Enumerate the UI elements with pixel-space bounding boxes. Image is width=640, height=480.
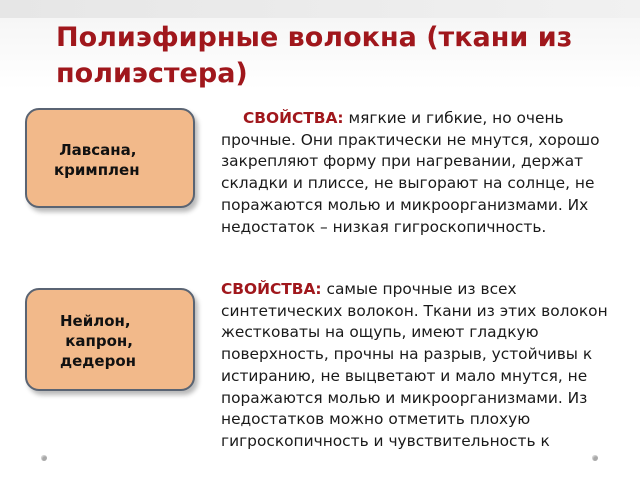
properties-text: мягкие и гибкие, но очень прочные. Они практически не мнутся, хорошо закрепляют форму при нагревании, держат складки и плиссе, не выгорают на солнце, не поражаются молью и микроорганизмами. Их недостаток – низкая гигроскопичность. bbox=[221, 109, 600, 236]
properties-text: самые прочные из всех синтетических волокон. Ткани из этих волокон жестковаты на ощупь, имеют гладкую поверхность, прочны на разрыв, устойчивы к истиранию, не выцветают и мало мнутся, не поражаются молью и микроорганизмами. Из недостатков можно отметить плохую гигроскопичность и чувствительность к bbox=[221, 280, 608, 450]
properties-keyword: СВОЙСТВА: bbox=[243, 109, 344, 127]
decorative-dot-left bbox=[41, 455, 47, 461]
slide-title: Полиэфирные волокна (ткани из полиэстера) bbox=[56, 22, 573, 89]
properties-description-nylon bbox=[221, 279, 613, 453]
properties-description-lavsan bbox=[221, 108, 613, 238]
decorative-dot-right bbox=[592, 455, 598, 461]
fiber-term-box-nylon: Нейлон, капрон, дедерон bbox=[25, 288, 195, 391]
properties-keyword: СВОЙСТВА: bbox=[221, 280, 322, 298]
top-band bbox=[0, 0, 640, 18]
fiber-term-box-lavsan: Лавсана, кримплен bbox=[25, 108, 195, 208]
